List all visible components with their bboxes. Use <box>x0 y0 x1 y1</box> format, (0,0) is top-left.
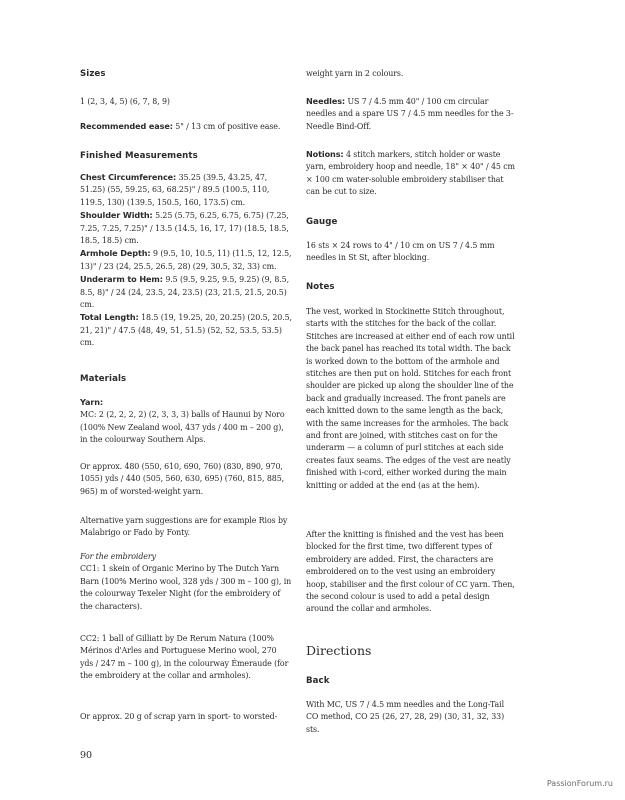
recommended-ease: Recommended ease: 5" / 13 cm of positive ease. <box>80 121 281 131</box>
scrap-yarn: Or approx. 20 g of scrap yarn in sport- to worsted- <box>80 712 278 721</box>
page-number: 90 <box>80 750 93 761</box>
shoulder-width: Shoulder Width: 5.25 (5.75, 6.25, 6.75, 6.75) (7.25, 7.25, 7.25, 7.25)" / 13.5 (14.5, 16, 17, 17) (18.5, 18.5, 18.5, 18.5) cm. <box>80 210 289 246</box>
armhole-depth: Armhole Depth: 9 (9.5, 10, 10.5, 11) (11.5, 12, 12.5, 13)" / 23 (24, 25.5, 26.5, 28) (29, 30.5, 32, 33) cm. <box>80 248 292 271</box>
yarn-block: Yarn: MC: 2 (2, 2, 2, 2) (2, 3, 3, 3) balls of Haunui by Noro (100% New Zealand wool, 437 yds / 400 m – 200 g), in the colourway Southern Alps. <box>80 396 292 447</box>
notions: Notions: 4 stitch markers, stitch holder or waste yarn, embroidery hoop and needle, 18" × 40" / 45 cm × 100 cm water-soluble embroidery stabiliser that can be cut to size. <box>306 149 515 197</box>
directions-title: Directions <box>306 643 372 658</box>
gauge-heading: Gauge <box>306 217 338 227</box>
total-length: Total Length: 18.5 (19, 19.25, 20, 20.25) (20.5, 20.5, 21, 21)" / 47.5 (48, 49, 51, 51.5) (52, 52, 53.5, 53.5) cm. <box>80 312 292 348</box>
notes-paragraph-2: After the knitting is finished and the vest has been blocked for the first time, two different types of embroidery are added. First, the characters are embroidered on to the vest using an embroidery hoop, stabiliser and the first colour of CC yarn. Then, the second colour is used to add a petal design around the collar and armholes. <box>306 530 515 614</box>
back-heading: Back <box>306 676 330 686</box>
back-instructions: With MC, US 7 / 4.5 mm needles and the Long-Tail CO method, CO 25 (26, 27, 28, 29) (30, 31, 32, 33) sts. <box>306 700 505 734</box>
yarn-alternatives: Alternative yarn suggestions are for example Rios by Malabrigo or Fado by Fonty. <box>80 516 288 538</box>
underarm-to-hem: Underarm to Hem: 9.5 (9.5, 9.25, 9.5, 9.25) (9, 8.5, 8.5, 8)" / 24 (24, 23.5, 24, 23.5) (23, 21.5, 21.5, 20.5) cm. <box>80 274 289 310</box>
sizes-text: 1 (2, 3, 4, 5) (6, 7, 8, 9) <box>80 97 170 106</box>
yarn-mc: MC: 2 (2, 2, 2, 2) (2, 3, 3, 3) balls of Haunui by Noro (100% New Zealand wool, 437 yds / 400 m – 200 g), in the colourway Southern Alps. <box>80 410 285 445</box>
notes-heading: Notes <box>306 282 335 292</box>
cc1-yarn: CC1: 1 skein of Organic Merino by The Dutch Yarn Barn (100% Merino wool, 328 yds / 300 m – 100 g), in the colourway Texeler Night (for the embroidery of the characters). <box>80 564 292 611</box>
materials-heading: Materials <box>80 374 127 384</box>
scrap-yarn-continued: weight yarn in 2 colours. <box>306 69 404 78</box>
yarn-approx: Or approx. 480 (550, 610, 690, 760) (830, 890, 970, 1055) yds / 440 (505, 560, 630, 695) (760, 815, 885, 965) m of worsted-weight yarn. <box>80 462 285 496</box>
measurements-list <box>80 171 292 350</box>
gauge-text: 16 sts × 24 rows to 4" / 10 cm on US 7 / 4.5 mm needles in St St, after blocking. <box>306 241 495 263</box>
sizes-heading: Sizes <box>80 69 106 79</box>
chest-circumference: Chest Circumference: 35.25 (39.5, 43.25, 47, 51.25) (55, 59.25, 63, 68.25)" / 89.5 (100.5, 110, 119.5, 130) (139.5, 150.5, 160, 173.5) cm. <box>80 172 270 207</box>
needles: Needles: US 7 / 4.5 mm 40" / 100 cm circular needles and a spare US 7 / 4.5 mm needles for the 3-Needle Bind-Off. <box>306 96 514 131</box>
watermark: PassionForum.ru <box>546 779 613 788</box>
notes-paragraph-1: The vest, worked in Stockinette Stitch throughout, starts with the stitches for the back of the collar. Stitches are increased at either end of each row until the back panel has reached its total width. The back is worked down to the bottom of the armhole and stitches are then put on hold. Stitches for each front shoulder are picked up along the shoulder line of the back and gradually increased. The front panels are each knitted down to the same length as the back, with the same increases for the armholes. The back and front are joined, with stitches cast on for the underarm — a column of purl stitches at each side creates faux seams. The edges of the vest are neatly finished with i-cord, either worked during the main knitting or added at the end (as at the hem). <box>306 307 515 490</box>
cc2-yarn: CC2: 1 ball of Gilliatt by De Rerum Natura (100% Mérinos d'Arles and Portuguese Merino wool, 270 yds / 247 m – 100 g), in the colourway Émeraude (for the embroidery at the collar and armholes). <box>80 634 289 681</box>
embroidery-yarn-block: For the embroidery CC1: 1 skein of Organic Merino by The Dutch Yarn Barn (100% Merino wool, 328 yds / 300 m – 100 g), in the colourway Texeler Night (for the embroidery of the characters). <box>80 551 292 613</box>
finished-measurements-heading: Finished Measurements <box>80 151 198 161</box>
